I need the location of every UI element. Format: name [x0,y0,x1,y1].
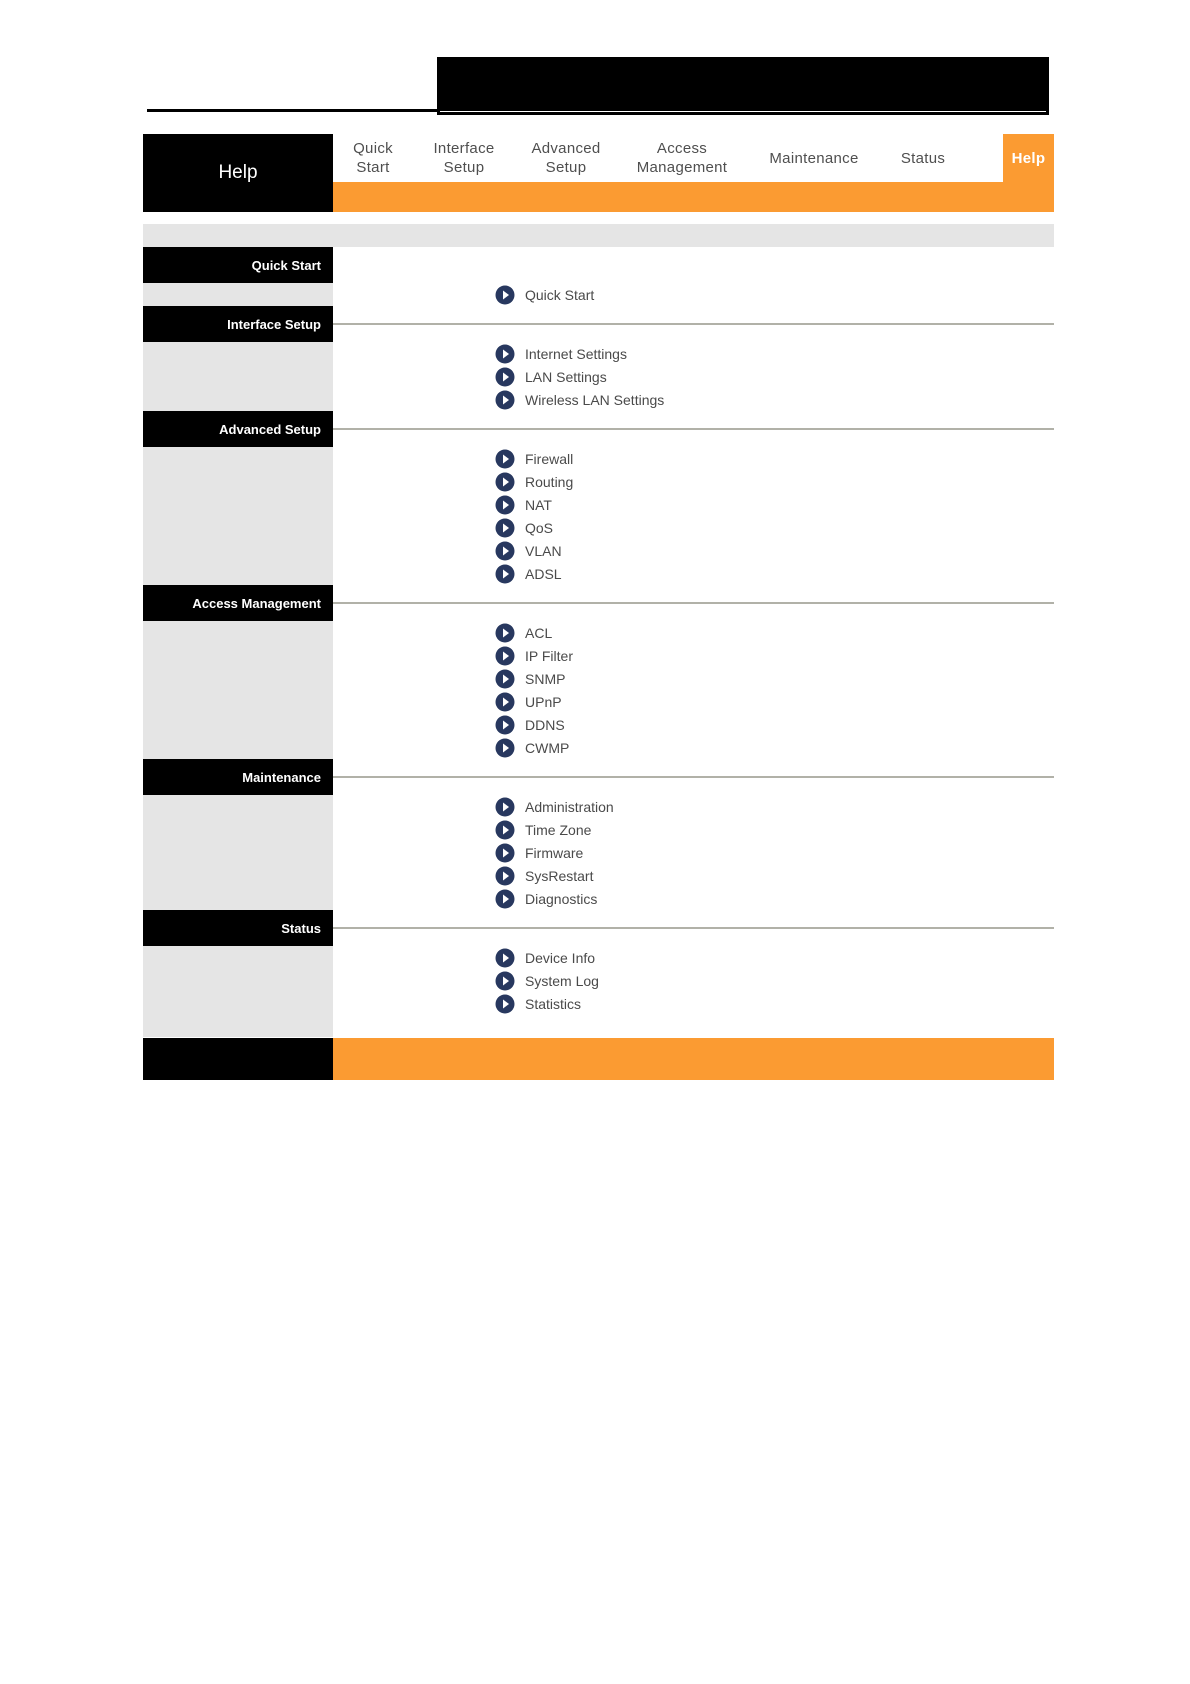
link-label: System Log [525,972,599,989]
header-logo-panel [143,134,333,212]
nav-tab-interface-setup[interactable]: Interface Setup [433,140,495,176]
link-list-status [495,946,599,1015]
section-label-access-management: Access Management [143,585,333,621]
section-label-status: Status [143,910,333,946]
arrow-bullet-icon [495,843,515,863]
link-label: NAT [525,496,552,513]
section-divider [333,323,1054,325]
footer-accent-bar [333,1038,1054,1080]
link-item[interactable] [495,283,594,306]
link-item[interactable] [495,644,573,667]
header-logo-label: Help [218,162,258,183]
section-divider [333,776,1054,778]
section-label-advanced-setup: Advanced Setup [143,411,333,447]
link-label: LAN Settings [525,368,607,385]
arrow-bullet-icon [495,738,515,758]
arrow-bullet-icon [495,994,515,1014]
link-label: Wireless LAN Settings [525,391,665,408]
section-label-maintenance: Maintenance [143,759,333,795]
link-item[interactable] [495,713,573,736]
link-label: SNMP [525,670,566,687]
link-label: ACL [525,624,553,641]
section-divider [333,602,1054,604]
arrow-bullet-icon [495,669,515,689]
link-item[interactable] [495,992,599,1015]
main-nav [333,134,1054,182]
nav-tab-status[interactable]: Status [900,149,946,167]
link-item[interactable] [495,365,664,388]
nav-tab-advanced-setup[interactable]: Advanced Setup [531,140,601,176]
link-item[interactable] [495,388,664,411]
section-divider [333,927,1054,929]
link-item[interactable] [495,516,573,539]
arrow-bullet-icon [495,948,515,968]
link-item[interactable] [495,621,573,644]
link-item[interactable] [495,447,573,470]
nav-tab-help[interactable]: Help [1003,134,1054,182]
link-list-interface-setup [495,342,664,411]
link-list-access-management [495,621,573,759]
arrow-bullet-icon [495,715,515,735]
link-item[interactable] [495,841,614,864]
link-item[interactable] [495,470,573,493]
section-label-quick-start: Quick Start [143,247,333,283]
arrow-bullet-icon [495,367,515,387]
section-divider [333,428,1054,430]
link-label: Device Info [525,949,596,966]
arrow-bullet-icon [495,518,515,538]
link-item[interactable] [495,818,614,841]
arrow-bullet-icon [495,541,515,561]
link-list-advanced-setup [495,447,573,585]
arrow-bullet-icon [495,889,515,909]
link-label: Statistics [525,995,582,1012]
arrow-bullet-icon [495,820,515,840]
link-label: VLAN [525,542,562,559]
link-label: Diagnostics [525,890,598,907]
banner-inner-line [440,111,1046,112]
link-label: Administration [525,798,614,815]
arrow-bullet-icon [495,797,515,817]
link-item[interactable] [495,493,573,516]
link-item[interactable] [495,969,599,992]
link-label: Firewall [525,450,574,467]
nav-tab-maintenance[interactable]: Maintenance [769,149,859,167]
nav-accent-strip [333,182,1054,212]
link-label: Internet Settings [525,345,627,362]
link-item[interactable] [495,946,599,969]
link-item[interactable] [495,736,573,759]
link-label: SysRestart [525,867,594,884]
arrow-bullet-icon [495,564,515,584]
link-label: Time Zone [525,821,592,838]
link-list-quick-start [495,283,594,306]
arrow-bullet-icon [495,449,515,469]
arrow-bullet-icon [495,646,515,666]
content-top-band [143,224,1054,247]
link-item[interactable] [495,795,614,818]
nav-tab-access-management[interactable]: Access Management [636,140,728,176]
link-item[interactable] [495,864,614,887]
arrow-bullet-icon [495,472,515,492]
link-item[interactable] [495,562,573,585]
link-label: CWMP [525,739,570,756]
section-label-interface-setup: Interface Setup [143,306,333,342]
link-label: ADSL [525,565,562,582]
top-rule-line [147,109,437,112]
link-label: Firmware [525,844,584,861]
link-item[interactable] [495,690,573,713]
arrow-bullet-icon [495,495,515,515]
link-item[interactable] [495,342,664,365]
link-item[interactable] [495,667,573,690]
arrow-bullet-icon [495,866,515,886]
arrow-bullet-icon [495,623,515,643]
link-item[interactable] [495,539,573,562]
link-label: Routing [525,473,574,490]
banner-bar [437,57,1049,115]
arrow-bullet-icon [495,971,515,991]
footer-left-bar [143,1038,333,1080]
arrow-bullet-icon [495,285,515,305]
link-label: DDNS [525,716,565,733]
link-label: IP Filter [525,647,573,664]
link-label: UPnP [525,693,562,710]
link-list-maintenance [495,795,614,910]
link-item[interactable] [495,887,614,910]
nav-tab-quick-start[interactable]: Quick Start [353,140,393,176]
arrow-bullet-icon [495,344,515,364]
link-label: Quick Start [525,286,595,303]
link-label: QoS [525,519,554,536]
arrow-bullet-icon [495,692,515,712]
arrow-bullet-icon [495,390,515,410]
